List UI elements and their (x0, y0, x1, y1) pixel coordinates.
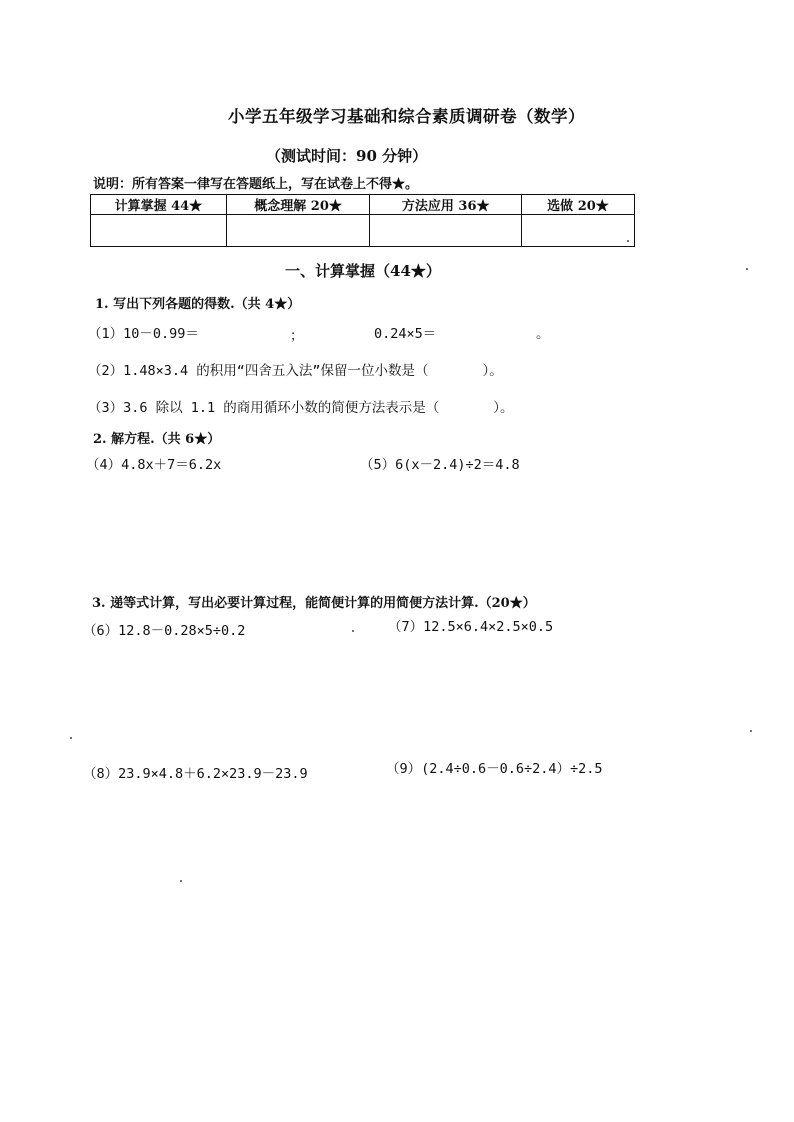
item-1-end: 。 (536, 326, 550, 342)
score-table-header-row (91, 195, 635, 215)
item-1-right: 0.24×5＝ (374, 326, 437, 342)
score-header-optional: 选做 20★ (521, 195, 634, 215)
scan-speck (352, 630, 354, 632)
score-cell-calc[interactable] (91, 215, 227, 247)
item-8: （8）23.9×4.8＋6.2×23.9－23.9 (83, 766, 308, 782)
item-6: （6）12.8－0.28×5÷0.2 (83, 623, 246, 639)
score-table-entry-row (91, 215, 635, 247)
score-header-calc: 计算掌握 44★ (91, 195, 227, 215)
score-cell-concept[interactable] (226, 215, 370, 247)
item-2: （2）1.48×3.4 的积用“四舍五入法”保留一位小数是（ ）。 (88, 363, 503, 379)
item-1-left: （1）10－0.99＝ (88, 326, 199, 342)
exam-time: （测试时间：90 分钟） (266, 147, 428, 165)
item-9: （9）(2.4÷0.6－0.6÷2.4）÷2.5 (386, 761, 603, 777)
scan-speck (70, 737, 72, 739)
item-5: （5）6(x－2.4)÷2＝4.8 (360, 457, 520, 473)
question-1-title: 1. 写出下列各题的得数.（共 4★） (95, 297, 301, 312)
question-3-title: 3. 递等式计算，写出必要计算过程，能简便计算的用简便方法计算.（20★） (92, 596, 536, 611)
question-2-title: 2. 解方程.（共 6★） (93, 432, 221, 447)
score-header-concept: 概念理解 20★ (226, 195, 370, 215)
score-cell-method[interactable] (370, 215, 522, 247)
score-header-method: 方法应用 36★ (370, 195, 522, 215)
scan-speck (750, 730, 752, 732)
score-cell-optional[interactable] (521, 215, 634, 247)
item-4: （4）4.8x＋7＝6.2x (86, 457, 222, 473)
item-3: （3）3.6 除以 1.1 的商用循环小数的简便方法表示是（ ）。 (88, 400, 514, 416)
item-7: （7）12.5×6.4×2.5×0.5 (388, 619, 554, 635)
scan-speck (180, 880, 182, 882)
scan-speck (627, 240, 629, 242)
item-1-separator: ； (290, 328, 304, 344)
scan-speck (746, 268, 748, 270)
section-heading: 一、计算掌握（44★） (285, 262, 441, 280)
score-table (90, 194, 635, 247)
exam-title: 小学五年级学习基础和综合素质调研卷（数学） (228, 107, 585, 126)
instructions-note: 说明：所有答案一律写在答题纸上，写在试卷上不得★。 (93, 177, 419, 192)
